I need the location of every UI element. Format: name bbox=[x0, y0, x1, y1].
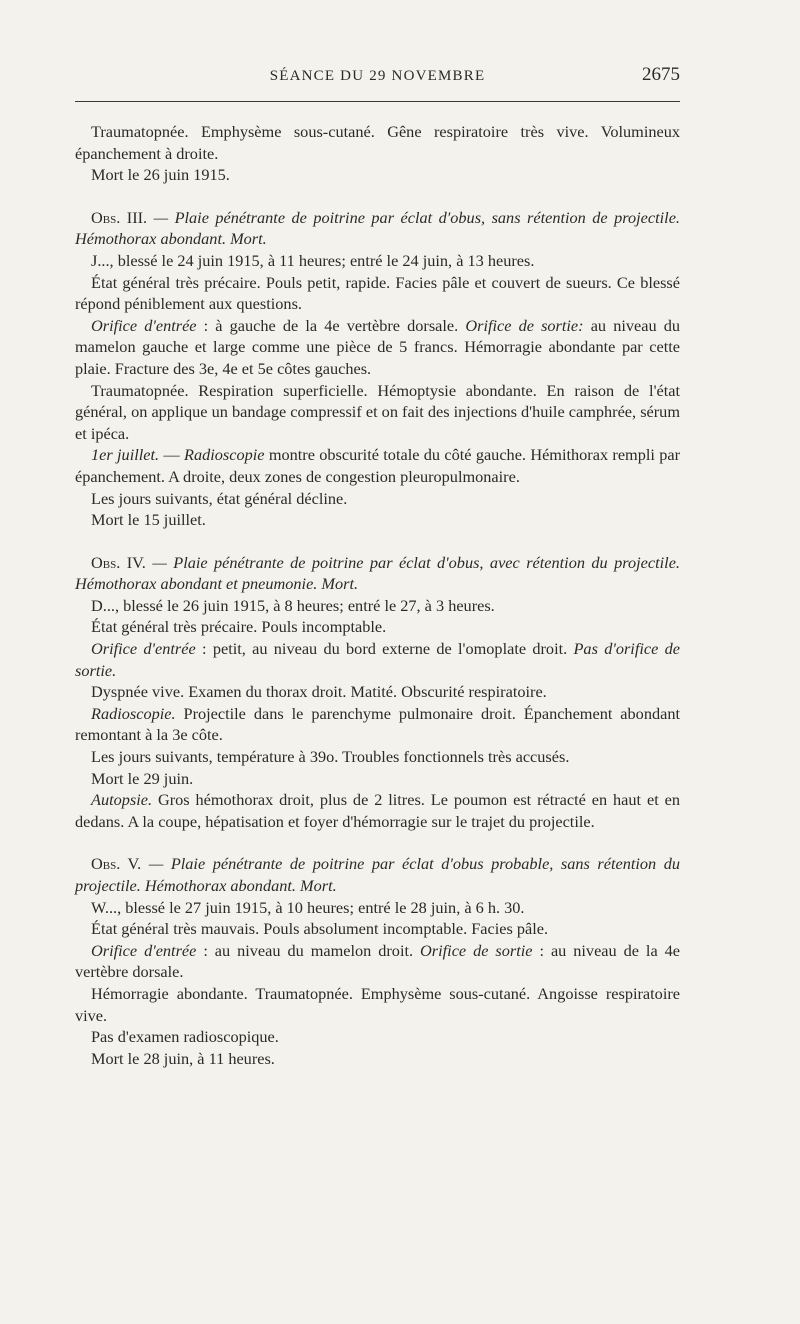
obs3-p1: J..., blessé le 24 juin 1915, à 11 heures; entré le 24 juin, à 13 heures. bbox=[91, 250, 535, 270]
obs3-heading bbox=[75, 207, 680, 250]
page-header bbox=[75, 64, 680, 92]
obs3-p2: État général très précaire. Pouls petit, rapide. Facies pâle et couvert de sueurs. Ce blessé répond péniblement aux questions. bbox=[75, 272, 680, 314]
running-title: SÉANCE DU 29 NOVEMBRE bbox=[269, 68, 486, 84]
obs4-p1: D..., blessé le 26 juin 1915, à 8 heures; entré le 27, à 3 heures. bbox=[91, 595, 495, 615]
obs5-label: Obs. V. bbox=[91, 854, 142, 874]
obs3-p4: Traumatopnée. Respiration superficielle. Hémoptysie abondante. En raison de l'état général, on applique un bandage compressif et on fait des injections d'huile camphrée, sérum et ipéca. bbox=[75, 380, 680, 443]
obs4-p2: État général très précaire. Pouls incomptable. bbox=[91, 617, 387, 637]
obs4-title: — Plaie pénétrante de poitrine par éclat d'obus, avec rétention du projectile. Hémothorax abondant et pneumonie. Mort. bbox=[75, 552, 680, 594]
obs4-label: Obs. IV. bbox=[91, 552, 146, 572]
obs5-title: — Plaie pénétrante de poitrine par éclat d'obus probable, sans rétention du projectile. Hémothorax abondant. Mort. bbox=[75, 854, 680, 895]
obs3-title: — Plaie pénétrante de poitrine par éclat d'obus, sans rétention de projectile. Hémothorax abondant. Mort. bbox=[75, 207, 680, 249]
obs5-entry-text: : au niveau du mamelon droit. bbox=[196, 940, 421, 960]
obs4-p3 bbox=[75, 638, 680, 681]
obs4-p8 bbox=[75, 789, 680, 832]
obs3-p6: Les jours suivants, état général décline. bbox=[91, 488, 348, 508]
obs4-entry-label: Orifice d'entrée bbox=[91, 639, 196, 659]
obs3-entry-label: Orifice d'entrée bbox=[91, 315, 197, 335]
obs3-exit-text: au niveau du mamelon gauche et large comme une pièce de 5 francs. Hémorragie abondante par cette plaie. Fracture des 3e, 4e et 5e côtes gauches. bbox=[75, 315, 680, 378]
obs4-autopsy-text: Gros hémothorax droit, plus de 2 litres. Le poumon est rétracté en haut et en dedans. A la coupe, hépatisation et foyer d'hémorragie sur le trajet du projectile. bbox=[75, 790, 680, 831]
continuation-death: Mort le 26 juin 1915. bbox=[91, 165, 230, 185]
spacer bbox=[75, 186, 680, 207]
page-number: 2675 bbox=[642, 64, 680, 85]
obs4-entry-text: : petit, au niveau du bord externe de l'omoplate droit. bbox=[195, 639, 574, 659]
obs3-radio-text: montre obscurité totale du côté gauche. Hémithorax rempli par épanchement. A droite, deux zones de congestion pleuropulmonaire. bbox=[75, 445, 681, 486]
obs5-heading bbox=[75, 853, 680, 896]
obs5-p2: État général très mauvais. Pouls absolument incomptable. Facies pâle. bbox=[91, 919, 549, 939]
obs5-p3 bbox=[75, 940, 680, 983]
obs3-p5 bbox=[75, 444, 680, 487]
obs5-p1: W..., blessé le 27 juin 1915, à 10 heures; entré le 28 juin, à 6 h. 30. bbox=[91, 897, 525, 917]
obs4-p4: Dyspnée vive. Examen du thorax droit. Matité. Obscurité respiratoire. bbox=[91, 682, 547, 702]
obs3-exit-label: Orifice de sortie: bbox=[465, 315, 584, 335]
obs5-entry-label: Orifice d'entrée bbox=[91, 940, 197, 960]
obs3-label: Obs. III. bbox=[91, 207, 148, 227]
obs5-exit-label: Orifice de sortie bbox=[420, 940, 533, 960]
obs5-p5: Pas d'examen radioscopique. bbox=[91, 1027, 279, 1047]
obs5-exit-text: : au niveau de la 4e vertèbre dorsale. bbox=[75, 940, 681, 982]
obs4-p7: Mort le 29 juin. bbox=[91, 768, 194, 788]
obs3-date: 1er juillet. bbox=[91, 445, 160, 465]
obs4-autopsy-label: Autopsie. bbox=[91, 790, 153, 810]
obs5-p6: Mort le 28 juin, à 11 heures. bbox=[91, 1048, 275, 1068]
obs3-p7: Mort le 15 juillet. bbox=[91, 510, 206, 530]
obs4-exit-label: Pas d'orifice de sortie. bbox=[75, 639, 680, 680]
obs4-radio-label: Radioscopie. bbox=[91, 703, 176, 723]
obs3-dash: — bbox=[159, 445, 185, 465]
article-body bbox=[75, 121, 680, 1069]
obs5-p4: Hémorragie abondante. Traumatopnée. Emphysème sous-cutané. Angoisse respiratoire vive. bbox=[75, 983, 680, 1025]
spacer bbox=[75, 832, 680, 853]
obs4-heading bbox=[75, 552, 680, 595]
obs3-entry-text: : à gauche de la 4e vertèbre dorsale. bbox=[196, 315, 466, 335]
spacer bbox=[75, 531, 680, 552]
obs4-p6: Les jours suivants, température à 39o. Troubles fonctionnels très accusés. bbox=[91, 747, 570, 767]
obs4-radio-text: Projectile dans le parenchyme pulmonaire droit. Épanchement abondant remontant à la 3e côte. bbox=[75, 703, 680, 745]
obs3-radio-label: Radioscopie bbox=[184, 445, 265, 465]
obs3-p3 bbox=[75, 315, 680, 380]
continuation-paragraph: Traumatopnée. Emphysème sous-cutané. Gêne respiratoire très vive. Volumineux épanchement à droite. bbox=[75, 122, 680, 163]
header-rule bbox=[75, 101, 680, 102]
obs4-p5 bbox=[75, 703, 680, 746]
